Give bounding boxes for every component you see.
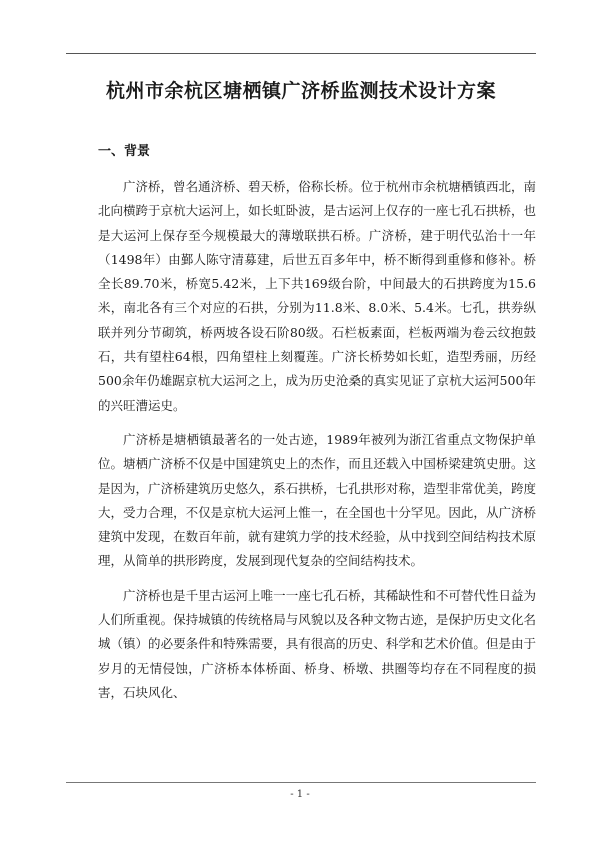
footer-divider: [66, 782, 536, 783]
section-heading: 一、背景: [98, 144, 151, 159]
page-number: - 1 -: [290, 789, 310, 800]
document-body: [98, 175, 536, 715]
paragraph: 广济桥是塘栖镇最著名的一处古迹，1989年被列为浙江省重点文物保护单位。塘栖广济桥不仅是中国建筑史上的杰作，而且还载入中国桥梁建筑史册。这是因为，广济桥建筑历史悠久，系石拱桥，七孔拱形对称，造型非常优美，跨度大，受力合理，不仅是京杭大运河上惟一，在全国也十分罕见。因此，从广济桥建筑中发现，在数百年前，就有建筑力学的技术经验，从中找到空间结构技术原理，从简单的拱形跨度，发展到现代复杂的空间结构技术。: [98, 431, 536, 569]
paragraph: 广济桥，曾名通济桥、碧天桥，俗称长桥。位于杭州市余杭塘栖镇西北，南北向横跨于京杭大运河上，如长虹卧波，是古运河上仅存的一座七孔石拱桥，也是大运河上保存至今规模最大的薄墩联拱石桥。广济桥，建于明代弘治十一年（1498年）由鄞人陈守清募建，后世五百多年中，桥不断得到重修和修补。桥全长89.70米，桥宽5.42米，上下共169级台阶，中间最大的石拱跨度为15.6米，南北各有三个对应的石拱，分别为11.8米、8.0米、5.4米。七孔，拱券纵联并列分节砌筑，桥两坡各设石阶80级。石栏板素面，栏板两端为卷云纹抱鼓石，共有望柱64根，四角望柱上刻覆莲。广济长桥势如长虹，造型秀丽，历经500余年仍雄踞京杭大运河之上，成为历史沧桑的真实见证了京杭大运河500年的兴旺漕运史。: [98, 179, 536, 413]
header-divider: [66, 53, 536, 54]
document-title: 杭州市余杭区塘栖镇广济桥监测技术设计方案: [105, 80, 496, 102]
paragraph: 广济桥也是千里古运河上唯一一座七孔石桥，其稀缺性和不可替代性日益为人们所重视。保持城镇的传统格局与风貌以及各种文物古迹，是保护历史文化名城（镇）的必要条件和特殊需要，具有很高的历史、科学和艺术价值。但是由于岁月的无情侵蚀，广济桥本体桥面、桥身、桥墩、拱圈等均存在不同程度的损害，石块风化、: [98, 587, 536, 700]
